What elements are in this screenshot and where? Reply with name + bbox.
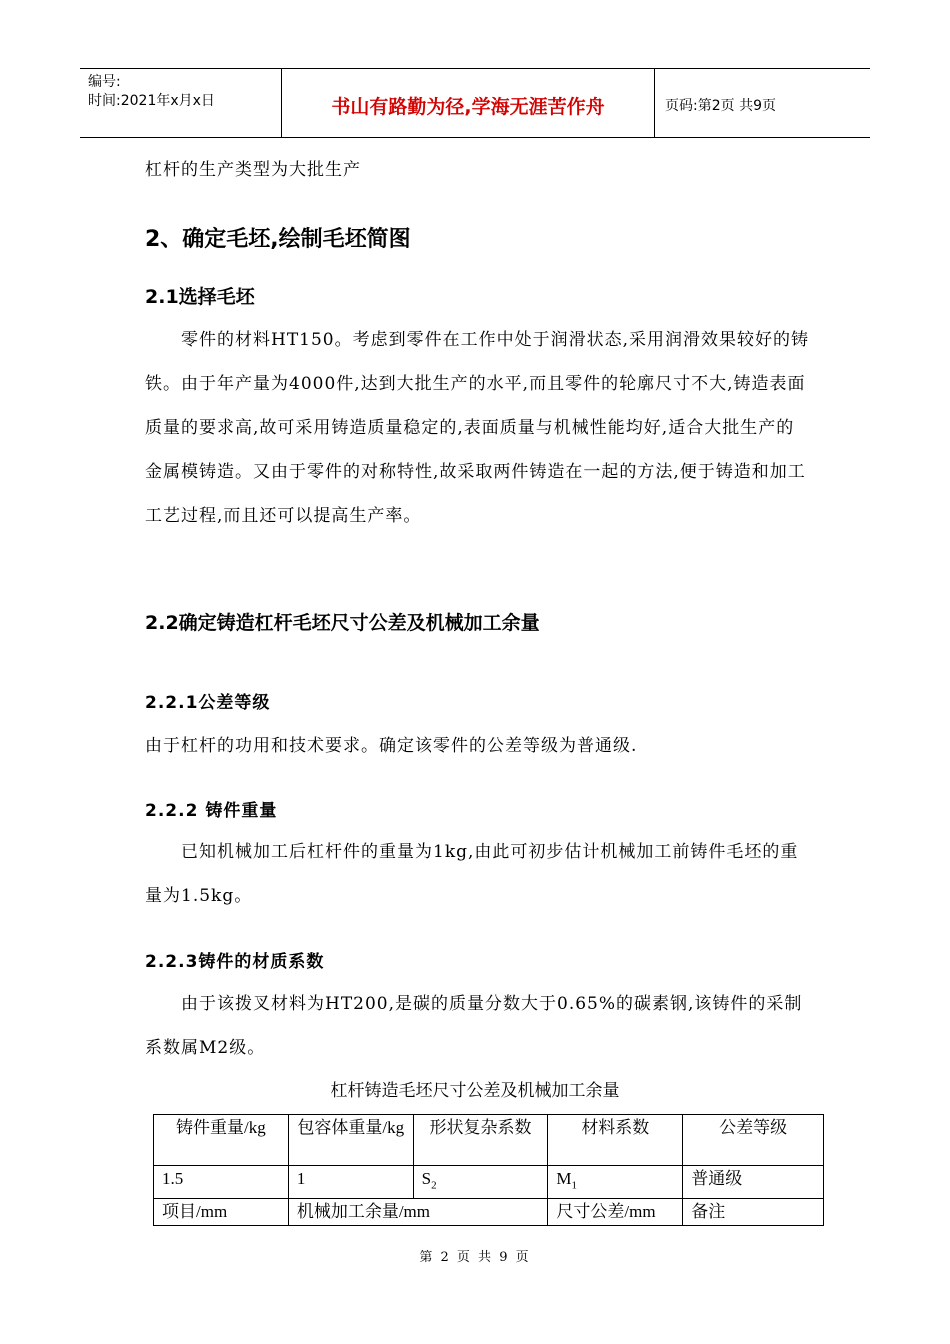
table-cell: 备注	[683, 1199, 824, 1226]
page-footer: 第 2 页 共 9 页	[419, 1250, 531, 1265]
table-row	[154, 1199, 824, 1226]
table-row	[154, 1166, 824, 1199]
table-cell	[548, 1166, 683, 1199]
table-cell: 1.5	[154, 1166, 289, 1199]
material-code-subscript: 1	[571, 1179, 578, 1192]
time-label: 时间:2021年x月x日	[88, 93, 215, 109]
table-cell: 普通级	[683, 1166, 824, 1199]
section-heading-2-2-1: 2.2.1公差等级	[145, 693, 271, 713]
section-heading-2-1: 2.1选择毛坯	[145, 286, 255, 308]
table-caption: 杠杆铸造毛坯尺寸公差及机械加工余量	[330, 1081, 620, 1101]
table-cell	[413, 1166, 548, 1199]
paragraph-2-1: 零件的材料HT150。考虑到零件在工作中处于润滑状态,采用润滑效果较好的铸铁。由于年产量为4000件,达到大批生产的水平,而且零件的轮廓尺寸不大,铸造表面质量的要求高,故可采用铸造质量稳定的,表面质量与机械性能均好,适合大批生产的金属模铸造。又由于零件的对称特性,故采取两件铸造在一起的方法,便于铸造和加工工艺过程,而且还可以提高生产率。	[145, 330, 810, 526]
table-cell: 1	[288, 1166, 413, 1199]
section-heading-2-2-3: 2.2.3铸件的材质系数	[145, 952, 325, 972]
paragraph-2-2-3: 由于该拨叉材料为HT200,是碳的质量分数大于0.65%的碳素钢,该铸件的采制系数属M2级。	[145, 994, 803, 1058]
table-cell: 项目/mm	[154, 1199, 289, 1226]
table-header-cell: 材料系数	[548, 1115, 683, 1166]
intro-text: 杠杆的生产类型为大批生产	[145, 160, 361, 180]
page-header	[80, 68, 870, 138]
table-header-cell: 形状复杂系数	[413, 1115, 548, 1166]
paragraph-2-2-1: 由于杠杆的功用和技术要求。确定该零件的公差等级为普通级.	[145, 736, 638, 756]
paragraph-2-2-2: 已知机械加工后杠杆件的重量为1kg,由此可初步估计机械加工前铸件毛坯的重量为1.5kg。	[145, 842, 799, 906]
shape-code: S	[421, 1169, 432, 1188]
section-heading-2: 2、确定毛坯,绘制毛坯简图	[145, 227, 411, 252]
shape-code-subscript: 2	[431, 1179, 437, 1192]
table-header-cell: 包容体重量/kg	[288, 1115, 413, 1166]
header-motto: 书山有路勤为径,学海无涯苦作舟	[282, 69, 655, 137]
table-cell: 尺寸公差/mm	[548, 1199, 683, 1226]
table-header-row	[154, 1115, 824, 1166]
table-header-cell: 铸件重量/kg	[154, 1115, 289, 1166]
allowance-table	[153, 1114, 824, 1226]
table-header-cell: 公差等级	[683, 1115, 824, 1166]
header-page-info: 页码:第2页 共9页	[665, 98, 776, 114]
section-heading-2-2-2: 2.2.2 铸件重量	[145, 801, 278, 821]
section-heading-2-2: 2.2确定铸造杠杆毛坯尺寸公差及机械加工余量	[145, 612, 540, 634]
table-cell: 机械加工余量/mm	[288, 1199, 548, 1226]
number-label: 编号:	[88, 74, 121, 90]
material-code: M	[556, 1169, 572, 1188]
header-meta	[80, 69, 282, 137]
